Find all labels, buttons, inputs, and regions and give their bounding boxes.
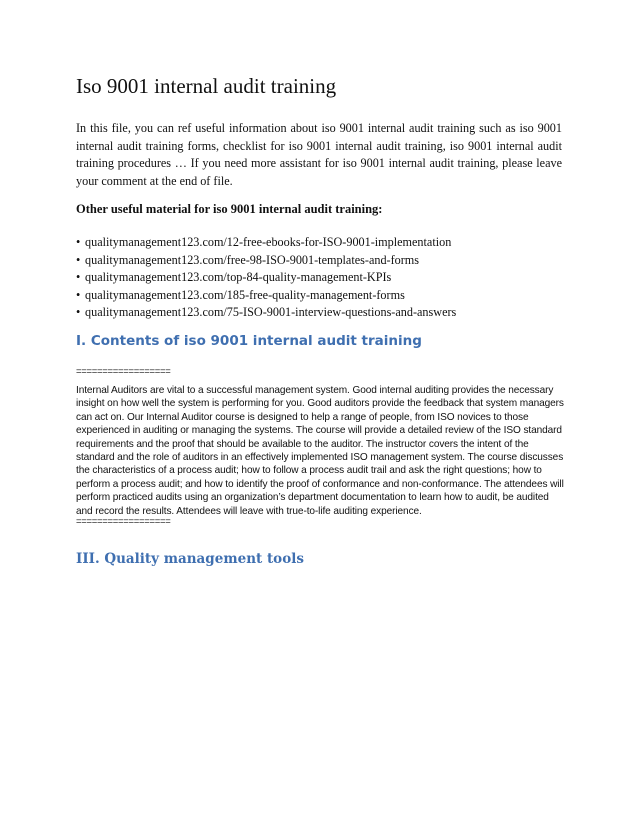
list-item (76, 234, 456, 252)
section-heading-quality-tools: III. Quality management tools (76, 551, 304, 567)
list-item (76, 304, 456, 322)
resource-link[interactable]: qualitymanagement123.com/75-ISO-9001-interview-questions-and-answers (85, 305, 457, 320)
resource-link[interactable]: qualitymanagement123.com/top-84-quality-management-KPIs (85, 270, 392, 285)
resource-link[interactable]: qualitymanagement123.com/free-98-ISO-9001-templates-and-forms (85, 252, 420, 267)
resource-link-list (76, 234, 456, 322)
bullet-icon: • (76, 287, 81, 302)
bullet-icon: • (76, 235, 81, 249)
document-title: Iso 9001 internal audit training (76, 74, 337, 98)
list-item (76, 269, 456, 287)
other-material-heading: Other useful material for iso 9001 internal audit training: (76, 202, 383, 216)
intro-paragraph: In this file, you can ref useful information about iso 9001 internal audit training such as iso 9001 internal audit training forms, checklist for iso 9001 internal audit training, iso 9001 internal audit training procedures … If you need more assistant for iso 9001 internal audit training, please leave your comment at the end of file. (76, 121, 562, 188)
contents-body-paragraph: Internal Auditors are vital to a successful management system. Good internal auditing provides the necessary insight on how well the system is performing for you. Good auditors provide the feedback that system managers can act on. Our Internal Auditor course is designed to help a range of people, from ISO novices to those experienced in auditing or managing the systems. The course will provide a detailed review of the ISO standard requirements and the proof that should be available to the auditor. The instructor covers the intent of the standard and the role of auditors in an effectively implemented ISO management system. The course discusses the characteristics of a process audit; how to follow a process audit trail and ask the right questions; how to perform a process audit; and how to identify the proof of conformance and non-conformance. The attendees will perform practiced audits using an organization’s department documentation to learn how to audit, be audited and record the results. Attendees will leave with true-to-life auditing experience. (76, 385, 564, 517)
bullet-icon: • (76, 305, 81, 320)
separator-line: ================== (76, 516, 171, 527)
section-heading-contents: I. Contents of iso 9001 internal audit training (76, 333, 422, 349)
list-item (76, 252, 456, 270)
resource-link[interactable]: qualitymanagement123.com/185-free-quality-management-forms (85, 287, 405, 302)
bullet-icon: • (76, 270, 81, 285)
separator-line: ================== (76, 366, 171, 377)
bullet-icon: • (76, 252, 81, 267)
list-item (76, 287, 456, 305)
resource-link[interactable]: qualitymanagement123.com/12-free-ebooks-for-ISO-9001-implementation (85, 235, 452, 249)
